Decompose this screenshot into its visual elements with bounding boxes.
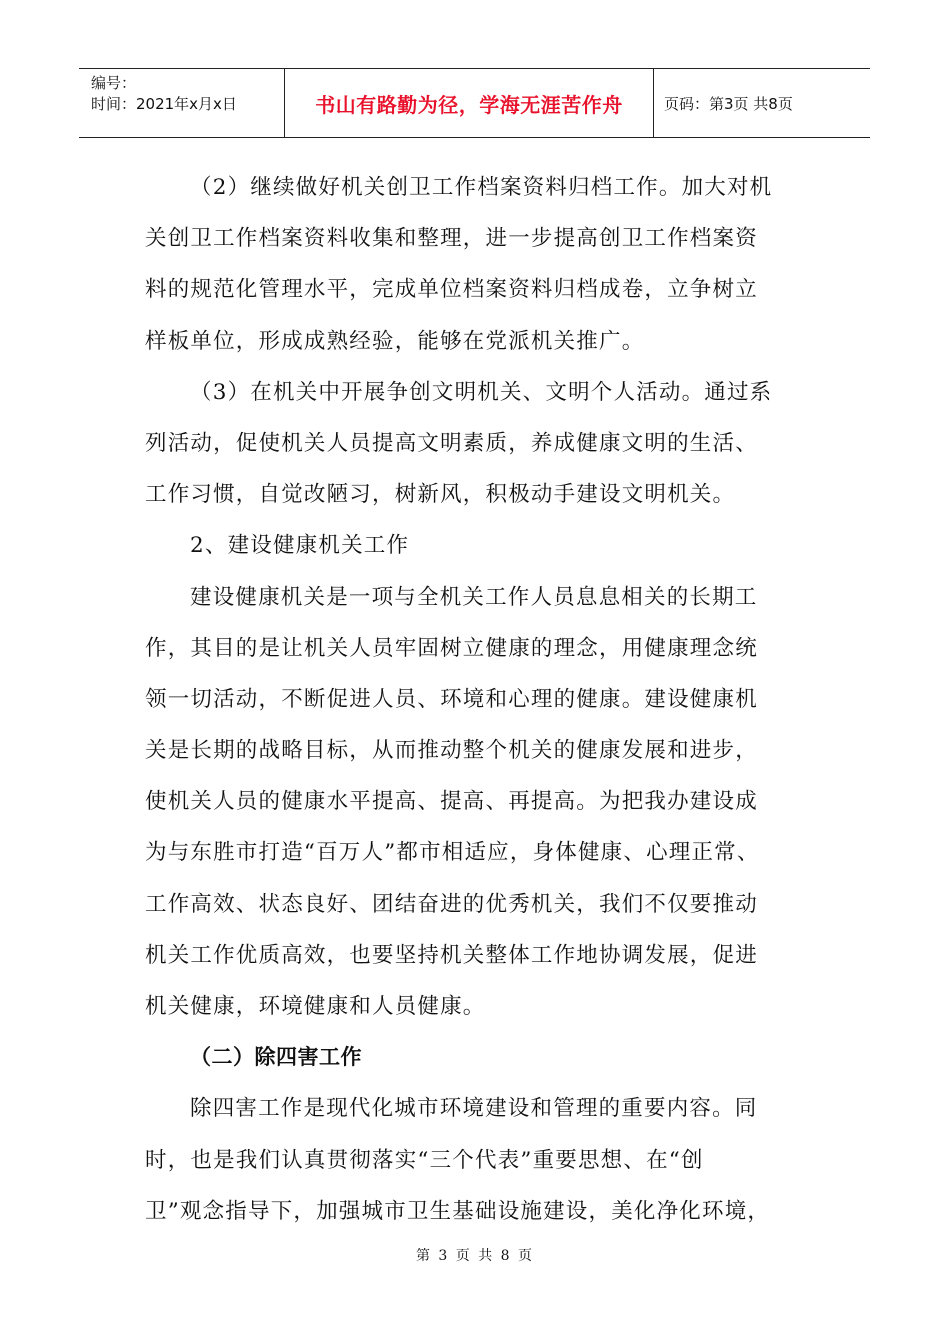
- page-footer: 第 3 页 共 8 页: [415, 1248, 535, 1264]
- header-page-code: 页码：第3页 共8页: [664, 94, 793, 113]
- document-body: [145, 162, 805, 1237]
- header-meta: [79, 69, 284, 137]
- section-subheading: 2、建设健康机关工作: [190, 533, 410, 559]
- paragraph-line: 建设健康机关是一项与全机关工作人员息息相关的长期工: [190, 584, 758, 610]
- paragraph-line: 卫”观念指导下，加强城市卫生基础设施建设，美化净化环境，: [145, 1198, 771, 1224]
- document-header: [79, 68, 870, 138]
- paragraph-line: 列活动，促使机关人员提高文明素质，养成健康文明的生活、: [145, 430, 758, 456]
- paragraph-line: 机关健康，环境健康和人员健康。: [145, 994, 486, 1019]
- paragraph-line: 机关工作优质高效，也要坚持机关整体工作地协调发展，促进: [145, 942, 758, 968]
- number-label: 编号：: [91, 74, 137, 92]
- paragraph-line: 工作高效、状态良好、团结奋进的优秀机关，我们不仅要推动: [145, 891, 758, 917]
- paragraph-line: 时，也是我们认真贯彻落实“三个代表”重要思想、在“创: [145, 1147, 704, 1173]
- paragraph-line: 使机关人员的健康水平提高、提高、再提高。为把我办建设成: [145, 789, 758, 815]
- header-motto: 书山有路勤为径，学海无涯苦作舟: [284, 69, 654, 137]
- paragraph-line: （3）在机关中开展争创文明机关、文明个人活动。通过系: [190, 379, 773, 405]
- paragraph-line: 关创卫工作档案资料收集和整理，进一步提高创卫工作档案资: [145, 226, 758, 252]
- paragraph-line: 除四害工作是现代化城市环境建设和管理的重要内容。同: [190, 1096, 758, 1122]
- paragraph-line: 工作习惯，自觉改陋习，树新风，积极动手建设文明机关。: [145, 482, 736, 508]
- paragraph-line: 为与东胜市打造“百万人”都市相适应，身体健康、心理正常、: [145, 840, 760, 866]
- paragraph-line: （2）继续做好机关创卫工作档案资料归档工作。加大对机: [190, 175, 773, 200]
- time-label: 时间：2021年x月x日: [91, 95, 237, 113]
- paragraph-line: 领一切活动，不断促进人员、环境和心理的健康。建设健康机: [145, 686, 758, 712]
- paragraph-line: 料的规范化管理水平，完成单位档案资料归档成卷，立争树立: [145, 277, 758, 303]
- paragraph-line: 关是长期的战略目标，从而推动整个机关的健康发展和进步，: [145, 738, 758, 764]
- paragraph-line: 作，其目的是让机关人员牢固树立健康的理念，用健康理念统: [145, 635, 758, 661]
- paragraph-line: 样板单位，形成成熟经验，能够在党派机关推广。: [145, 328, 645, 354]
- section-heading: （二）除四害工作: [190, 1045, 362, 1070]
